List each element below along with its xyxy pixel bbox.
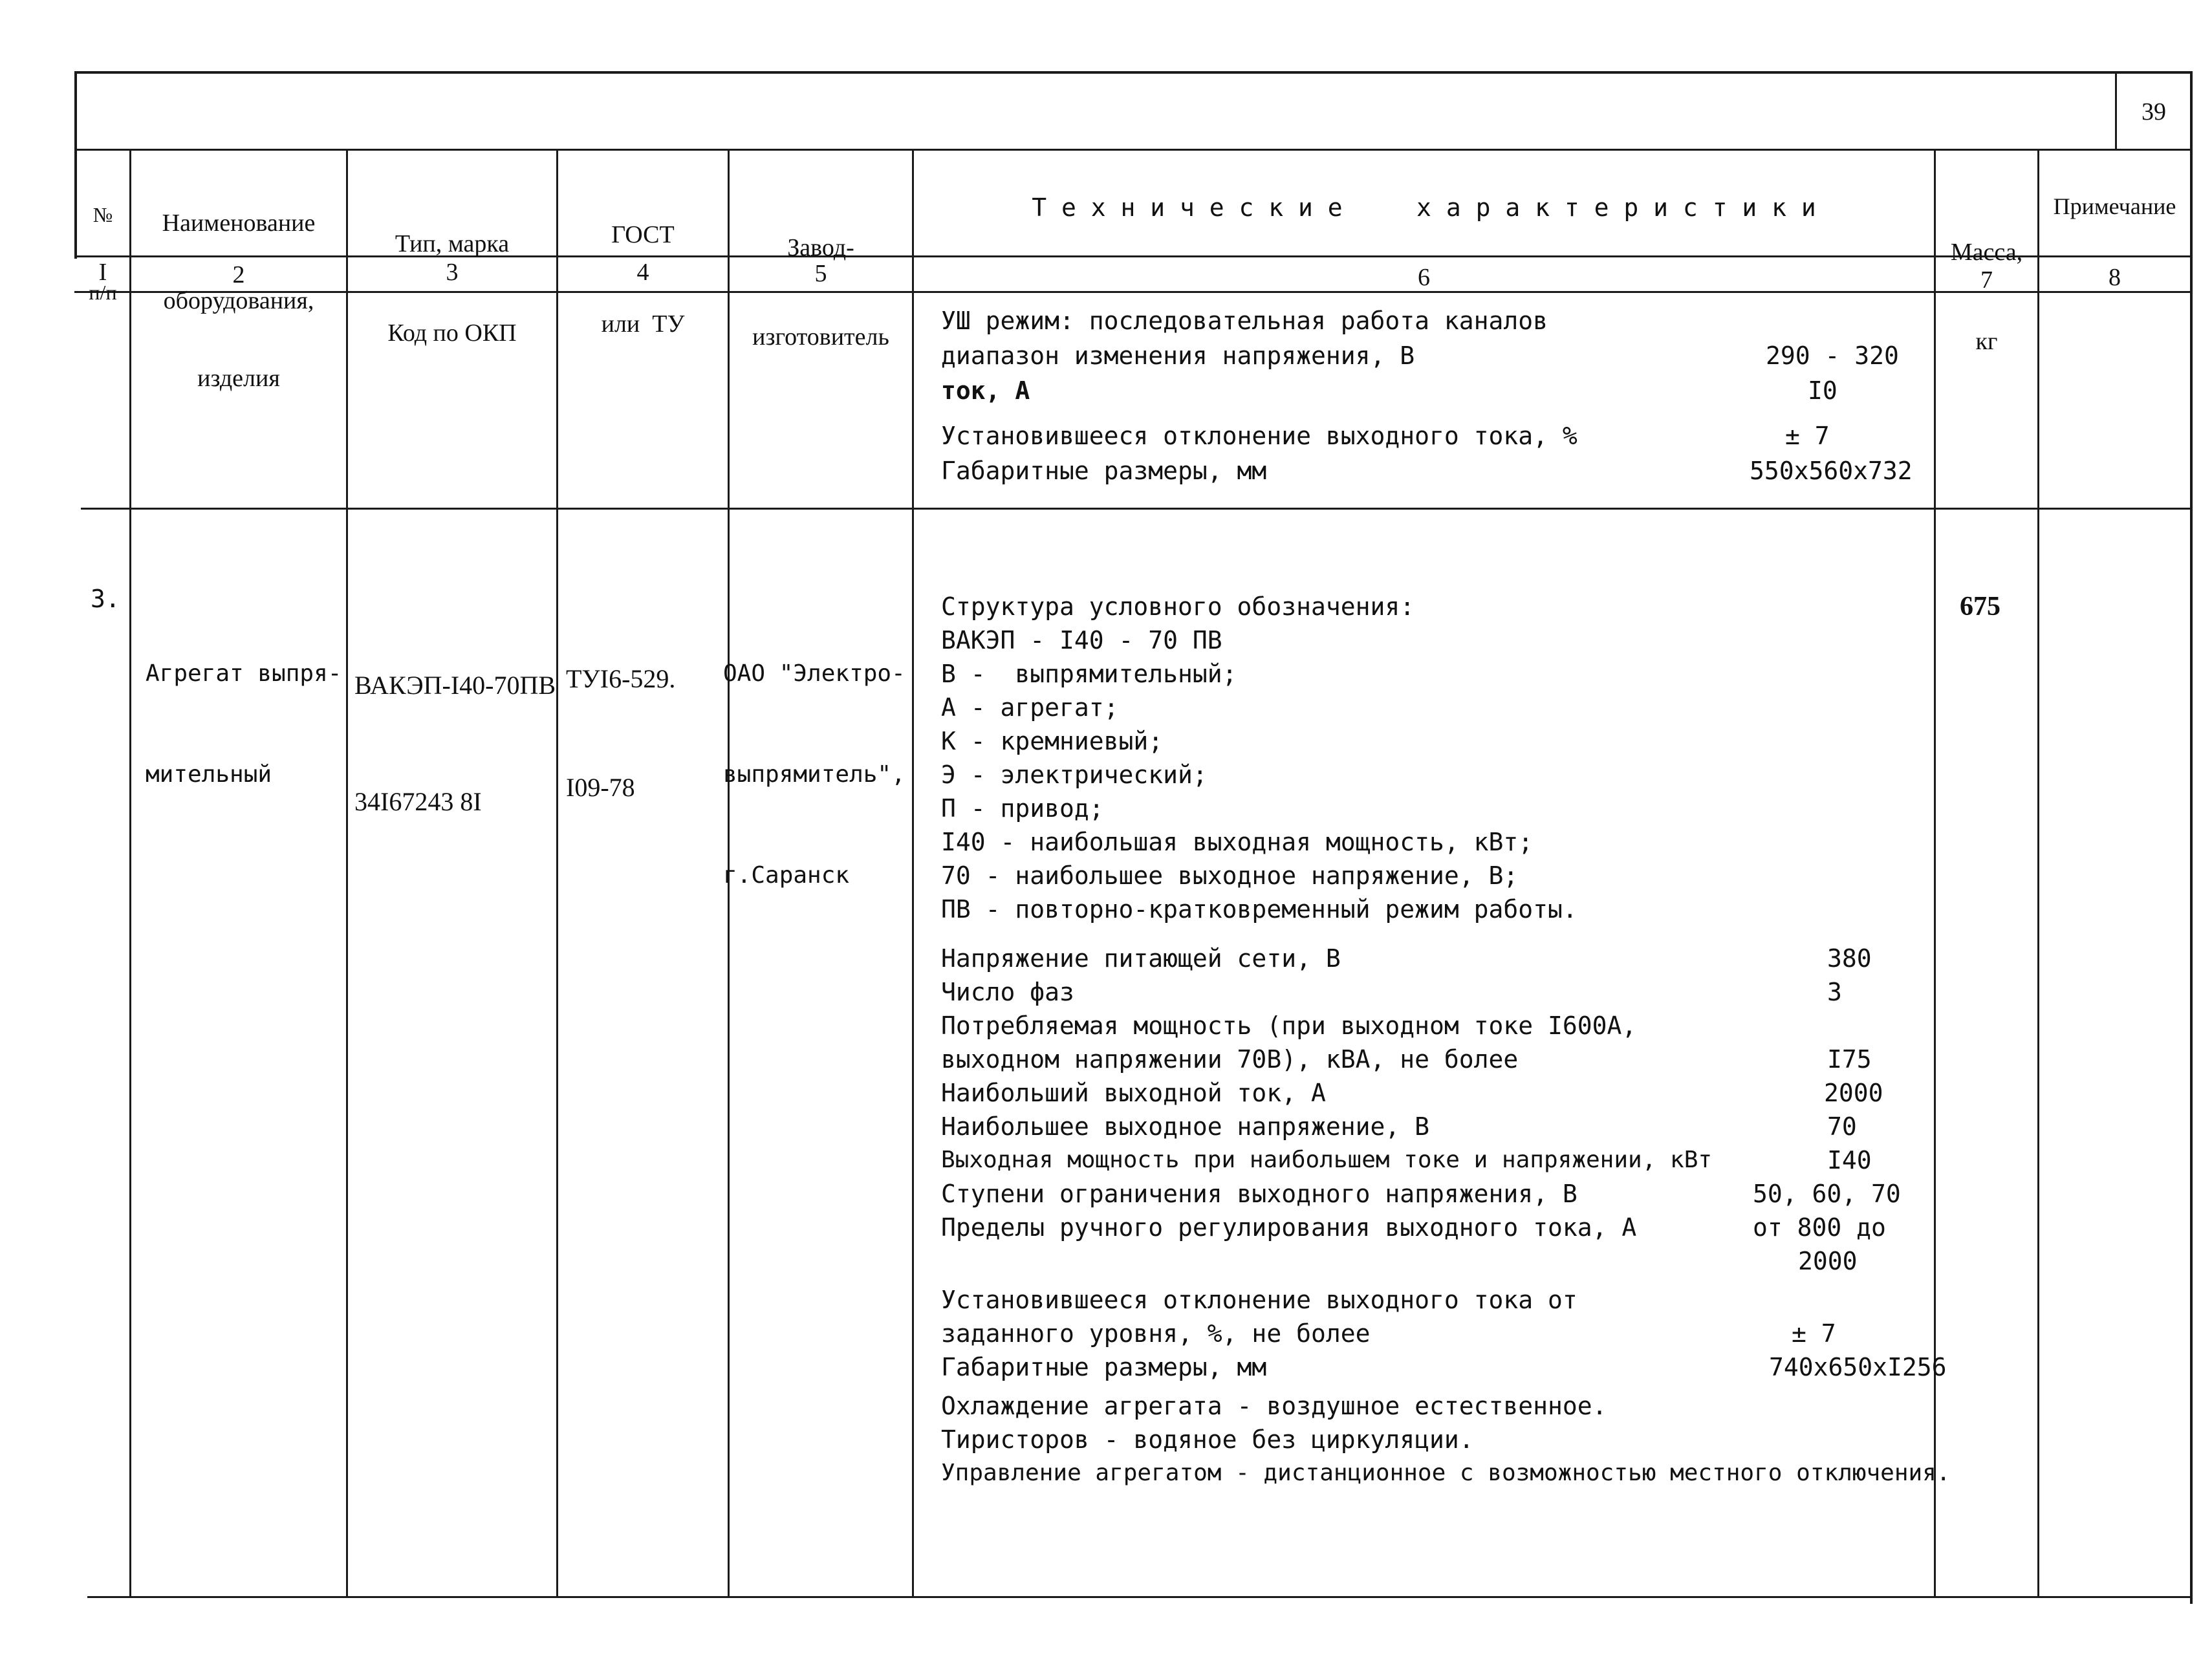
spec-value-7: I40: [1827, 1146, 1872, 1174]
structure-line-1: Структура условного обозначения:: [941, 592, 1415, 621]
colnum-4: 4: [636, 259, 649, 286]
spec-label-2: Число фаз: [941, 978, 1074, 1006]
structure-line-8: I40 - наибольшая выходная мощность, кВт;: [941, 828, 1534, 856]
item-gost-line2: I09-78: [566, 773, 635, 802]
continuation-value-3: I0: [1808, 376, 1838, 405]
header-col5: [730, 173, 912, 411]
item-maker-line2: выпрямитель",: [723, 761, 905, 788]
header-col2-line3: изделия: [197, 365, 280, 392]
header-col4-line2: или ТУ: [601, 310, 685, 338]
item-number: 3.: [91, 585, 120, 613]
spec-label-8: Ступени ограничения выходного напряжения, В: [941, 1180, 1578, 1208]
structure-line-2: ВАКЭП - I40 - 70 ПВ: [941, 626, 1222, 654]
continuation-value-2: 290 - 320: [1766, 341, 1899, 370]
continuation-line-5: Габаритные размеры, мм: [941, 457, 1267, 485]
header-col6: Т е х н и ч е с к и е х а р а к т е р и с т и к и: [1032, 193, 1816, 222]
col-sep-7: [2037, 149, 2039, 1597]
table-bottom-line: [87, 1596, 2193, 1598]
header-col7: [1936, 178, 2037, 416]
header-col7-line1: Масса,: [1950, 239, 2023, 266]
continuation-line-3: ток, А: [941, 376, 1030, 405]
item-maker: [723, 590, 905, 960]
spec-value-9: от 800 до: [1753, 1213, 1886, 1242]
continuation-value-4: ± 7: [1785, 422, 1830, 450]
item-name: [146, 590, 342, 859]
continuation-line-2: диапазон изменения напряжения, В: [941, 341, 1415, 370]
deviation-value-2: ± 7: [1792, 1319, 1836, 1348]
continuation-value-5: 550х560х732: [1750, 457, 1913, 485]
item-type-line2: 34I67243 8I: [354, 787, 482, 816]
page-number-box-left: [2115, 71, 2117, 149]
spec-label-1: Напряжение питающей сети, В: [941, 944, 1341, 973]
header-col2: [131, 158, 346, 443]
structure-line-9: 70 - наибольшее выходное напряжение, В;: [941, 861, 1519, 890]
deviation-value-3: 740х650хI256: [1769, 1353, 1947, 1381]
spec-value-2: 3: [1827, 978, 1842, 1006]
structure-line-10: ПВ - повторно-кратковременный режим работы.: [941, 895, 1578, 924]
note-line-1: Охлаждение агрегата - воздушное естественное.: [941, 1392, 1607, 1420]
structure-line-4: А - агрегат;: [941, 693, 1119, 722]
page-number: 39: [2142, 98, 2166, 125]
item-maker-line1: ОАО "Электро-: [723, 660, 905, 687]
spec-value-5: 2000: [1824, 1079, 1883, 1107]
continuation-bottom-line: [81, 508, 2193, 510]
frame-top-line: [74, 71, 2193, 74]
item-gost: [566, 589, 675, 878]
spec-value-8: 50, 60, 70: [1753, 1180, 1901, 1208]
continuation-line-4: Установившееся отклонение выходного тока, %: [941, 422, 1578, 450]
deviation-label-1: Установившееся отклонение выходного тока от: [941, 1286, 1578, 1314]
header-col2-line2: оборудования,: [163, 287, 314, 314]
spec-label-5: Наибольший выходной ток, А: [941, 1079, 1326, 1107]
colnum-8: 8: [2109, 264, 2121, 291]
item-type: [354, 589, 556, 899]
item-gost-line1: ТУI6-529.: [566, 664, 676, 693]
item-name-line1: Агрегат выпря-: [146, 660, 342, 687]
header-col3-line1: Тип, марка: [395, 230, 510, 257]
header-col3: [348, 169, 556, 407]
item-mass: 675: [1960, 592, 2001, 621]
header-col2-line1: Наименование: [162, 210, 316, 237]
colnum-7: 7: [1980, 266, 1993, 294]
spec-label-9: Пределы ручного регулирования выходного тока, А: [941, 1213, 1637, 1242]
spec-value-1: 380: [1827, 944, 1872, 973]
colnum-1: I: [98, 259, 107, 286]
header-col1-line2: п/п: [89, 281, 117, 304]
spec-label-3: Потребляемая мощность (при выходном токе I600А,: [941, 1011, 1637, 1040]
item-name-line2: мительный: [146, 761, 272, 788]
header-top-line: [74, 149, 2193, 151]
continuation-line-1: УШ режим: последовательная работа каналов: [941, 307, 1548, 335]
spec-value-6: 70: [1827, 1112, 1857, 1141]
structure-line-7: П - привод;: [941, 794, 1104, 823]
spec-label-6: Наибольшее выходное напряжение, В: [941, 1112, 1429, 1141]
header-col1: [76, 150, 129, 357]
colnum-3: 3: [446, 259, 459, 286]
item-type-line1: ВАКЭП-I40-70ПВ: [354, 671, 556, 700]
note-line-3: Управление агрегатом - дистанционное с возможностью местного отключения.: [941, 1460, 1951, 1486]
header-col1-line1: №: [92, 203, 113, 226]
spec-value-4: I75: [1827, 1045, 1872, 1074]
header-col8: Примечание: [2053, 193, 2176, 219]
colnum-2: 2: [232, 261, 245, 288]
colnum-5: 5: [814, 260, 827, 287]
deviation-label-3: Габаритные размеры, мм: [941, 1353, 1267, 1381]
structure-line-6: Э - электрический;: [941, 761, 1208, 789]
header-col5-line1: Завод-: [787, 234, 854, 261]
spec-label-7: Выходная мощность при наибольшем токе и напряжении, кВт: [941, 1147, 1713, 1173]
header-col5-line2: изготовитель: [752, 323, 889, 351]
deviation-label-2: заданного уровня, %, не более: [941, 1319, 1371, 1348]
frame-right-line: [2190, 71, 2193, 1604]
header-col7-line2: кг: [1975, 328, 1998, 355]
item-maker-line3: г.Саранск: [723, 862, 850, 889]
structure-line-3: В - выпрямительный;: [941, 660, 1237, 688]
header-col3-line2: Код по ОКП: [387, 319, 517, 347]
header-col4-line1: ГОСТ: [611, 221, 675, 248]
spec-value-10: 2000: [1798, 1247, 1858, 1275]
structure-line-5: К - кремниевый;: [941, 727, 1164, 755]
note-line-2: Тиристоров - водяное без циркуляции.: [941, 1425, 1474, 1454]
col-sep-5: [912, 149, 914, 1597]
spec-label-4: выходном напряжении 70В), кВА, не более: [941, 1045, 1519, 1074]
colnum-6: 6: [1418, 264, 1430, 291]
